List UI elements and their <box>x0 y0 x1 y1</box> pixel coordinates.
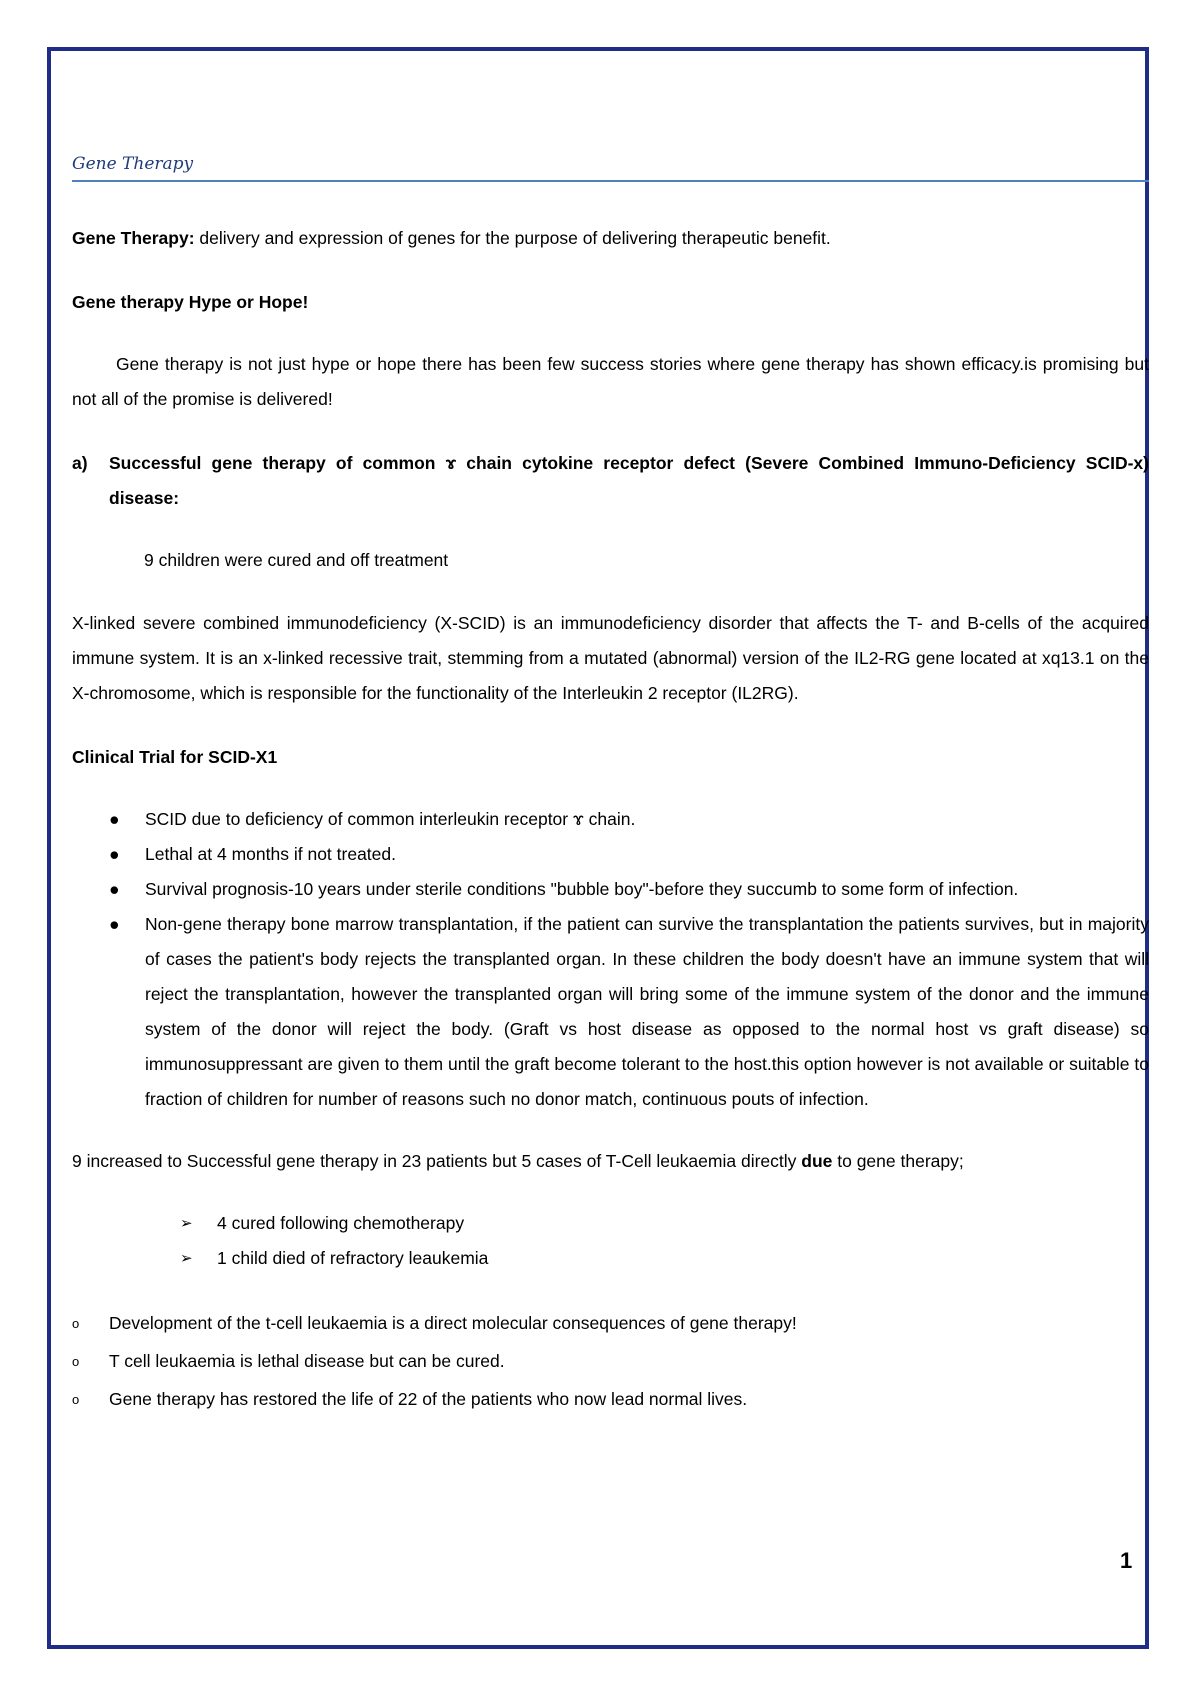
running-header-title: Gene Therapy <box>72 154 194 174</box>
list-item <box>72 802 1149 837</box>
definition-text: delivery and expression of genes for the purpose of delivering therapeutic benefit. <box>194 228 831 248</box>
circle-bullet-icon: o <box>72 1316 80 1331</box>
bullet-text: Lethal at 4 months if not treated. <box>145 844 396 864</box>
hype-heading: Gene therapy Hype or Hope! <box>72 292 309 312</box>
section-a-marker: a) <box>72 453 88 473</box>
list-item <box>72 872 1149 907</box>
bullet-icon: ● <box>109 879 120 899</box>
list-item <box>72 837 1149 872</box>
outcome-circle-list <box>72 1304 1149 1418</box>
section-a-title: Successful gene therapy of common ɤ chain cytokine receptor defect (Severe Combined Immuno-Deficiency SCID-x) disease: <box>109 453 1149 508</box>
document-body <box>72 152 1149 1418</box>
section-a-heading <box>72 446 1149 516</box>
outcome-text-end: to gene therapy; <box>832 1151 964 1171</box>
outcome-arrow-list <box>72 1206 1149 1276</box>
arrow-bullet-icon: ➢ <box>180 1215 193 1232</box>
definition-term: Gene Therapy: <box>72 228 195 248</box>
arrow-bullet-icon: ➢ <box>180 1250 193 1267</box>
outcome-paragraph <box>72 1144 1149 1179</box>
list-item <box>72 1380 1149 1418</box>
circle-item-text: T cell leukaemia is lethal disease but can be cured. <box>109 1351 505 1371</box>
list-item <box>72 1241 1149 1276</box>
outcome-text-bold: due <box>801 1151 833 1171</box>
arrow-item-text: 1 child died of refractory leaukemia <box>217 1248 489 1268</box>
circle-item-text: Development of the t-cell leukaemia is a direct molecular consequences of gene therapy! <box>109 1313 797 1333</box>
bullet-text: Survival prognosis-10 years under sterile conditions "bubble boy"-before they succumb to some form of infection. <box>145 879 1019 899</box>
list-item <box>72 1206 1149 1241</box>
clinical-trial-heading: Clinical Trial for SCID-X1 <box>72 747 278 767</box>
outcome-text-start: 9 increased to Successful gene therapy in 23 patients but 5 cases of T-Cell leukaemia directly <box>72 1151 802 1171</box>
bullet-icon: ● <box>109 914 120 934</box>
bullet-icon: ● <box>109 844 120 864</box>
bullet-text: Non-gene therapy bone marrow transplantation, if the patient can survive the transplantation the patients survives, but in majority of cases the patient's body rejects the transplanted organ. In these children the body doesn't have an immune system that will reject the transplantation, however the transplanted organ will bring some of the immune system of the donor and the immune system of the donor will reject the body. (Graft vs host disease as opposed to the normal host vs graft disease) so immunosuppressant are given to them until the graft become tolerant to the host.this option however is not available or suitable to fraction of children for number of reasons such no donor match, continuous pouts of infection. <box>145 914 1149 1109</box>
list-item <box>72 1342 1149 1380</box>
circle-bullet-icon: o <box>72 1392 80 1407</box>
xlinked-paragraph: X-linked severe combined immunodeficiency (X-SCID) is an immunodeficiency disorder that affects the T- and B-cells of the acquired immune system. It is an x-linked recessive trait, stemming from a mutated (abnormal) version of the IL2-RG gene located at xq13.1 on the X-chromosome, which is responsible for the functionality of the Interleukin 2 receptor (IL2RG). <box>72 613 1149 703</box>
clinical-trial-bullets <box>72 802 1149 1117</box>
arrow-item-text: 4 cured following chemotherapy <box>217 1213 465 1233</box>
hype-paragraph: Gene therapy is not just hype or hope there has been few success stories where gene therapy has shown efficacy.is promising but not all of the promise is delivered! <box>72 354 1149 409</box>
page-number: 1 <box>1120 1548 1133 1573</box>
bullet-icon: ● <box>109 809 120 829</box>
bullet-text: SCID due to deficiency of common interleukin receptor ɤ chain. <box>145 809 636 829</box>
circle-bullet-icon: o <box>72 1354 80 1369</box>
circle-item-text: Gene therapy has restored the life of 22 of the patients who now lead normal lives. <box>109 1389 748 1409</box>
header-rule <box>72 180 1149 182</box>
cured-statement: 9 children were cured and off treatment <box>144 550 449 570</box>
list-item <box>72 1304 1149 1342</box>
list-item <box>72 907 1149 1117</box>
definition-paragraph <box>72 221 1149 256</box>
